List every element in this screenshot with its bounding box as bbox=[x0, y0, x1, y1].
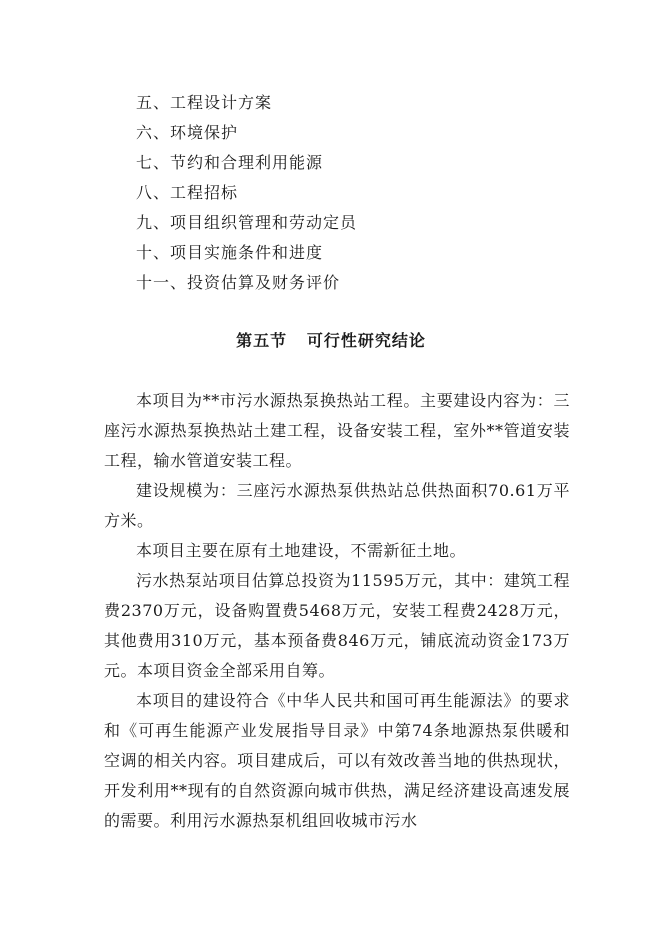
list-item: 七、节约和合理利用能源 bbox=[136, 153, 324, 172]
list-item: 八、工程招标 bbox=[136, 183, 239, 202]
paragraph: 污水热泵站项目估算总投资为11595万元，其中：建筑工程费2370万元，设备购置费5468万元，安装工程费2428万元，其他费用310万元，基本预备费846万元，铺底流动资金173万元。本项目资金全部采用自筹。 bbox=[104, 571, 570, 680]
list-item: 十、项目实施条件和进度 bbox=[136, 243, 324, 262]
list-item: 五、工程设计方案 bbox=[136, 93, 273, 112]
paragraph: 本项目的建设符合《中华人民共和国可再生能源法》的要求和《可再生能源产业发展指导目录》中第74条地源热泵供暖和空调的相关内容。项目建成后，可以有效改善当地的供热现状，开发利用**现有的自然资源向城市供热，满足经济建设高速发展的需要。利用污水源热泵机组回收城市污水 bbox=[104, 691, 570, 830]
paragraph: 建设规模为：三座污水源热泵供热站总供热面积70.61万平方米。 bbox=[104, 481, 570, 530]
section-heading: 第五节 可行性研究结论 bbox=[236, 331, 426, 350]
list-item: 九、项目组织管理和劳动定员 bbox=[136, 213, 358, 232]
list-item: 六、环境保护 bbox=[136, 123, 239, 142]
list-item: 十一、投资估算及财务评价 bbox=[136, 273, 341, 292]
paragraph: 本项目主要在原有土地建设，不需新征土地。 bbox=[136, 541, 467, 560]
paragraph: 本项目为**市污水源热泵换热站工程。主要建设内容为：三座污水源热泵换热站土建工程，设备安装工程，室外**管道安装工程，输水管道安装工程。 bbox=[104, 391, 570, 470]
chapter-list bbox=[136, 88, 357, 298]
body-text bbox=[104, 386, 570, 836]
